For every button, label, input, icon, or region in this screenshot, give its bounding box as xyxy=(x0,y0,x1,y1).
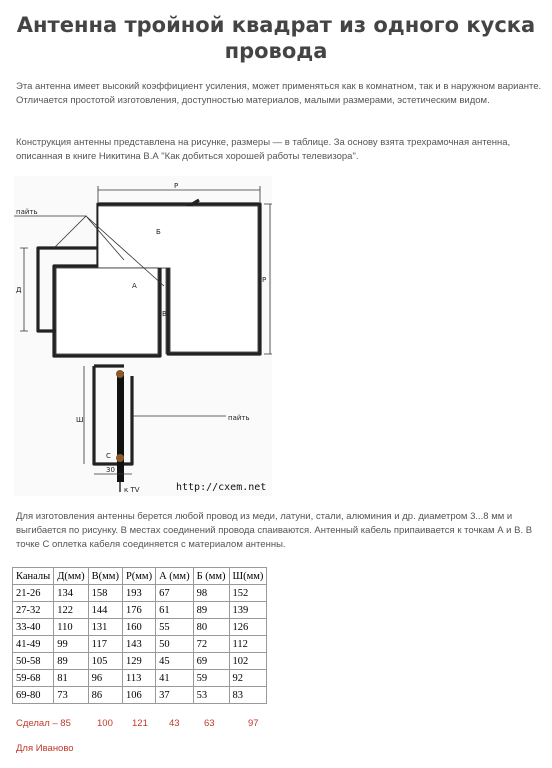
table-cell: 122 xyxy=(54,602,88,619)
table-cell: 55 xyxy=(156,619,194,636)
table-cell: 72 xyxy=(193,636,229,653)
table-cell: 45 xyxy=(156,653,194,670)
table-cell: 53 xyxy=(193,687,229,704)
header-cell: Б (мм) xyxy=(193,568,229,585)
table-cell: 110 xyxy=(54,619,88,636)
table-cell: 21-26 xyxy=(13,585,54,602)
table-cell: 126 xyxy=(229,619,267,636)
table-cell: 139 xyxy=(229,602,267,619)
header-cell: Ш(мм) xyxy=(229,568,267,585)
header-cell: Д(мм) xyxy=(54,568,88,585)
header-cell: Каналы xyxy=(13,568,54,585)
table-cell: 83 xyxy=(229,687,267,704)
table-cell: 69-80 xyxy=(13,687,54,704)
table-cell: 158 xyxy=(88,585,122,602)
table-row xyxy=(13,653,267,670)
table-row xyxy=(13,687,267,704)
table-row xyxy=(13,619,267,636)
made-label: Сделал – 85 xyxy=(16,718,71,729)
table-cell: 61 xyxy=(156,602,194,619)
made-value: 121 xyxy=(132,718,148,729)
made-value: 100 xyxy=(97,718,113,729)
label-pairs: пайть xyxy=(16,208,38,216)
table-cell: 98 xyxy=(193,585,229,602)
table-cell: 131 xyxy=(88,619,122,636)
intro-paragraph: Эта антенна имеет высокий коэффициент усиления, может применяться как в комнатном, так и в наружном варианте. Отличается простотой изготовления, доступностью материалов, малыми размерами, эстетическим видом. xyxy=(16,81,542,106)
made-value: 43 xyxy=(169,718,180,729)
table-row xyxy=(13,636,267,653)
table-cell: 33-40 xyxy=(13,619,54,636)
table-cell: 102 xyxy=(229,653,267,670)
table-row xyxy=(13,670,267,687)
table-cell: 176 xyxy=(122,602,155,619)
label-pairs-2: пайть xyxy=(228,414,250,422)
table-header-row xyxy=(13,568,267,585)
table-cell: 152 xyxy=(229,585,267,602)
page-title xyxy=(0,12,552,64)
header-cell: Р(мм) xyxy=(122,568,155,585)
label-p-top: Р xyxy=(174,182,179,190)
title-line-1: Антенна тройной квадрат из одного куска xyxy=(16,13,536,37)
table-cell: 69 xyxy=(193,653,229,670)
table-cell: 86 xyxy=(88,687,122,704)
table-cell: 81 xyxy=(54,670,88,687)
table-cell: 80 xyxy=(193,619,229,636)
antenna-diagram xyxy=(14,176,272,496)
label-bb: Б xyxy=(156,228,161,236)
table-cell: 113 xyxy=(122,670,155,687)
table-cell: 27-32 xyxy=(13,602,54,619)
made-value: 63 xyxy=(204,718,215,729)
table-row xyxy=(13,602,267,619)
making-paragraph: Для изготовления антенны берется любой провод из меди, латуни, стали, алюминия и др. диаметром 3...8 мм и выгибается по рисунку. В местах соединений провода спаиваются. Антенный кабель припаивается к точкам А и В. В точке С оплетка кабеля соединяется с материалом антенны. xyxy=(16,511,533,550)
table-cell: 59-68 xyxy=(13,670,54,687)
label-tv: к ТV xyxy=(124,486,140,494)
label-b: В xyxy=(162,310,167,318)
coax-cable xyxy=(117,372,124,482)
table-cell: 134 xyxy=(54,585,88,602)
table-cell: 112 xyxy=(229,636,267,653)
label-c: С xyxy=(106,452,111,460)
label-p-side: Р xyxy=(262,276,267,284)
table-cell: 143 xyxy=(122,636,155,653)
header-cell: А (мм) xyxy=(156,568,194,585)
made-value: 97 xyxy=(248,718,259,729)
title-line-2: провода xyxy=(224,39,328,63)
table-cell: 50 xyxy=(156,636,194,653)
label-d: Д xyxy=(16,286,22,294)
table-cell: 144 xyxy=(88,602,122,619)
label-a: А xyxy=(132,282,137,290)
table-cell: 89 xyxy=(54,653,88,670)
table-cell: 41 xyxy=(156,670,194,687)
table-cell: 193 xyxy=(122,585,155,602)
table-cell: 41-49 xyxy=(13,636,54,653)
header-cell: В(мм) xyxy=(88,568,122,585)
table-cell: 160 xyxy=(122,619,155,636)
table-cell: 96 xyxy=(88,670,122,687)
table-cell: 73 xyxy=(54,687,88,704)
table-cell: 106 xyxy=(122,687,155,704)
table-cell: 50-58 xyxy=(13,653,54,670)
table-cell: 67 xyxy=(156,585,194,602)
table-cell: 129 xyxy=(122,653,155,670)
label-sh: Ш xyxy=(76,416,84,424)
dimensions-table xyxy=(12,567,267,704)
label-30: 30 xyxy=(106,466,115,474)
table-cell: 99 xyxy=(54,636,88,653)
table-cell: 37 xyxy=(156,687,194,704)
table-row xyxy=(13,585,267,602)
source-url: http://cxem.net xyxy=(176,482,267,493)
table-cell: 117 xyxy=(88,636,122,653)
table-cell: 59 xyxy=(193,670,229,687)
table-cell: 92 xyxy=(229,670,267,687)
for-city-note: Для Иваново xyxy=(16,743,74,754)
table-cell: 105 xyxy=(88,653,122,670)
table-cell: 89 xyxy=(193,602,229,619)
construction-paragraph: Конструкция антенны представлена на рисунке, размеры — в таблице. За основу взята трехрамочная антенна, описанная в книге Никитина В.А "Как добиться хорошей работы телевизора". xyxy=(16,137,511,162)
